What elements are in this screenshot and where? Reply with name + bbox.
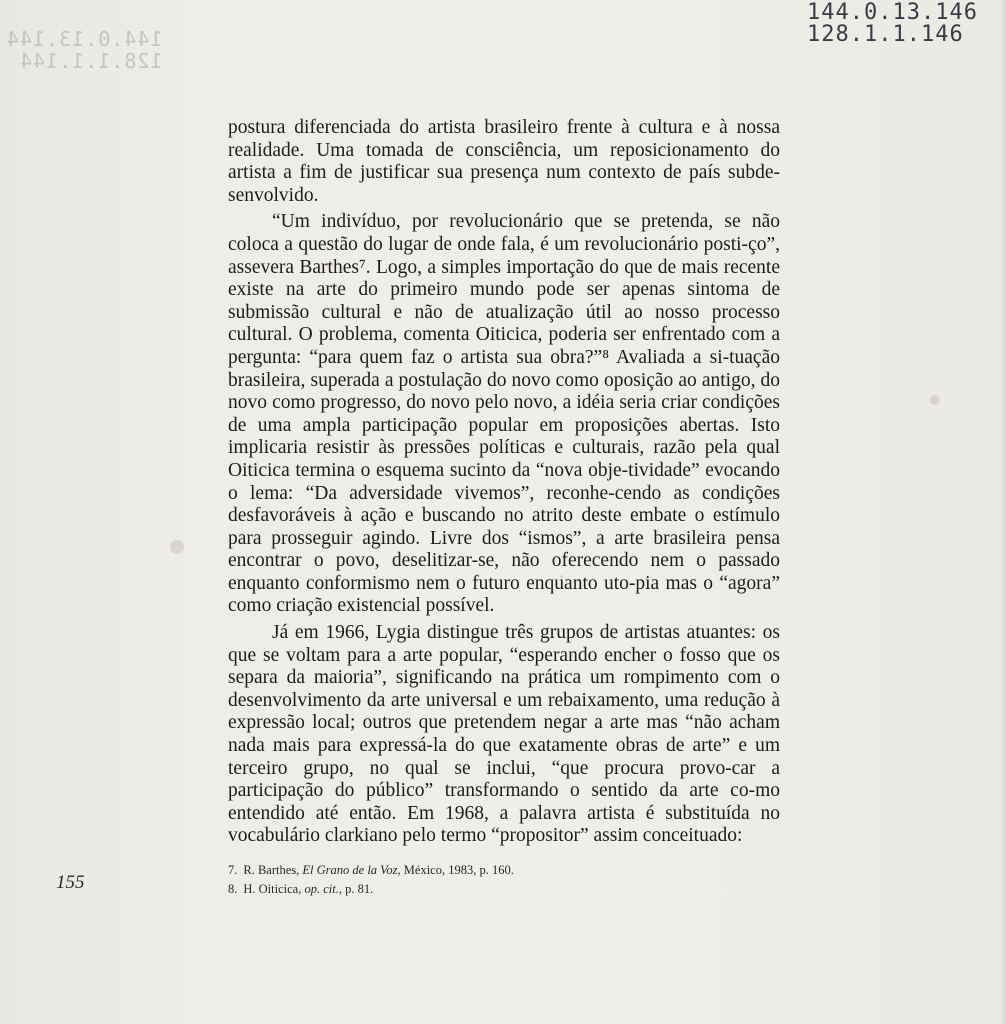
bleed-through-code [6, 28, 163, 72]
footnote-text: , México, 1983, p. 160. [397, 863, 514, 877]
paragraph-2: “Um indivíduo, por revolucionário que se pretenda, se não coloca a questão do lugar de onde fala, é um revolucionário posti-ço”, assevera Barthes⁷. Logo, a simples importação do que de mais recente existe na arte do primeiro mundo pode ser apenas sintoma de submissão cultural e não de atualização útil ao nosso processo cultural. O problema, comenta Oiticica, poderia ser enfrentado com a pergunta: “para quem faz o artista sua obra?”⁸ Avaliada a si-tuação brasileira, superada a postulação do novo como oposição ao antigo, do novo como progresso, do novo pelo novo, a idéia seria criar condições de uma ampla participação popular em proposições abertas. Isto implicaria resistir às pressões políticas e culturais, razão pela qual Oiticica termina o esquema sucinto da “nova obje-tividade” evocando o lema: “Da adversidade vivemos”, reconhe-cendo as condições desfavoráveis à ação e buscando no atrito deste embate o estímulo para prosseguir agindo. Livre dos “ismos”, a arte brasileira pensa encontrar o povo, deselitizar-se, não oferecendo nem o passado enquanto conformismo nem o futuro enquanto uto-pia mas o “agora” como criação existencial possível. [228, 211, 780, 617]
footnote-text: , p. 81. [338, 882, 374, 896]
footnote-7 [228, 861, 788, 880]
footnote-text: R. Barthes, [243, 863, 303, 877]
footnote-number: 8. [228, 882, 238, 896]
footnote-title: El Grano de la Voz [302, 863, 398, 877]
body-text [228, 117, 780, 848]
footnote-number: 7. [228, 863, 238, 877]
paper-speck [170, 540, 184, 554]
handwritten-catalog-code [807, 2, 978, 46]
footnote-8 [228, 880, 788, 899]
bleed-line-2: 128.1.1.144 [19, 49, 163, 73]
catalog-code-line-2: 128.1.1.146 [807, 22, 964, 47]
paper-speck [560, 575, 563, 578]
footnote-title: op. cit. [304, 882, 339, 896]
footnote-text: H. Oiticica, [243, 882, 305, 896]
page-edge-shadow [1000, 0, 1006, 1024]
page-number: 155 [56, 872, 85, 893]
paragraph-3: Já em 1966, Lygia distingue três grupos de artistas atuantes: os que se voltam para a arte popular, “esperando encher o fosso que os separa da maioria”, significando na prática um rompimento com o desenvolvimento da arte universal e um rebaixamento, uma redução à expressão local; outros que pretendem negar a arte mas “não acham nada mais para expressá-la do que exatamente obras de arte” e um terceiro grupo, no qual se inclui, “que procura provo-car a participação do público” transformando o sentido da arte co-mo entendido até então. Em 1968, a palavra artista é substituída no vocabulário clarkiano pelo termo “propositor” assim conceituado: [228, 622, 780, 847]
paragraph-1: postura diferenciada do artista brasileiro frente à cultura e à nossa realidade. Uma tomada de consciência, um reposicionamento do artista a fim de justificar sua presença num contexto de país subde-senvolvido. [228, 117, 780, 206]
paper-speck [930, 395, 940, 405]
bleed-line-1: 144.0.13.144 [6, 27, 163, 51]
footnotes [228, 861, 788, 899]
catalog-code-line-1: 144.0.13.146 [807, 0, 978, 25]
